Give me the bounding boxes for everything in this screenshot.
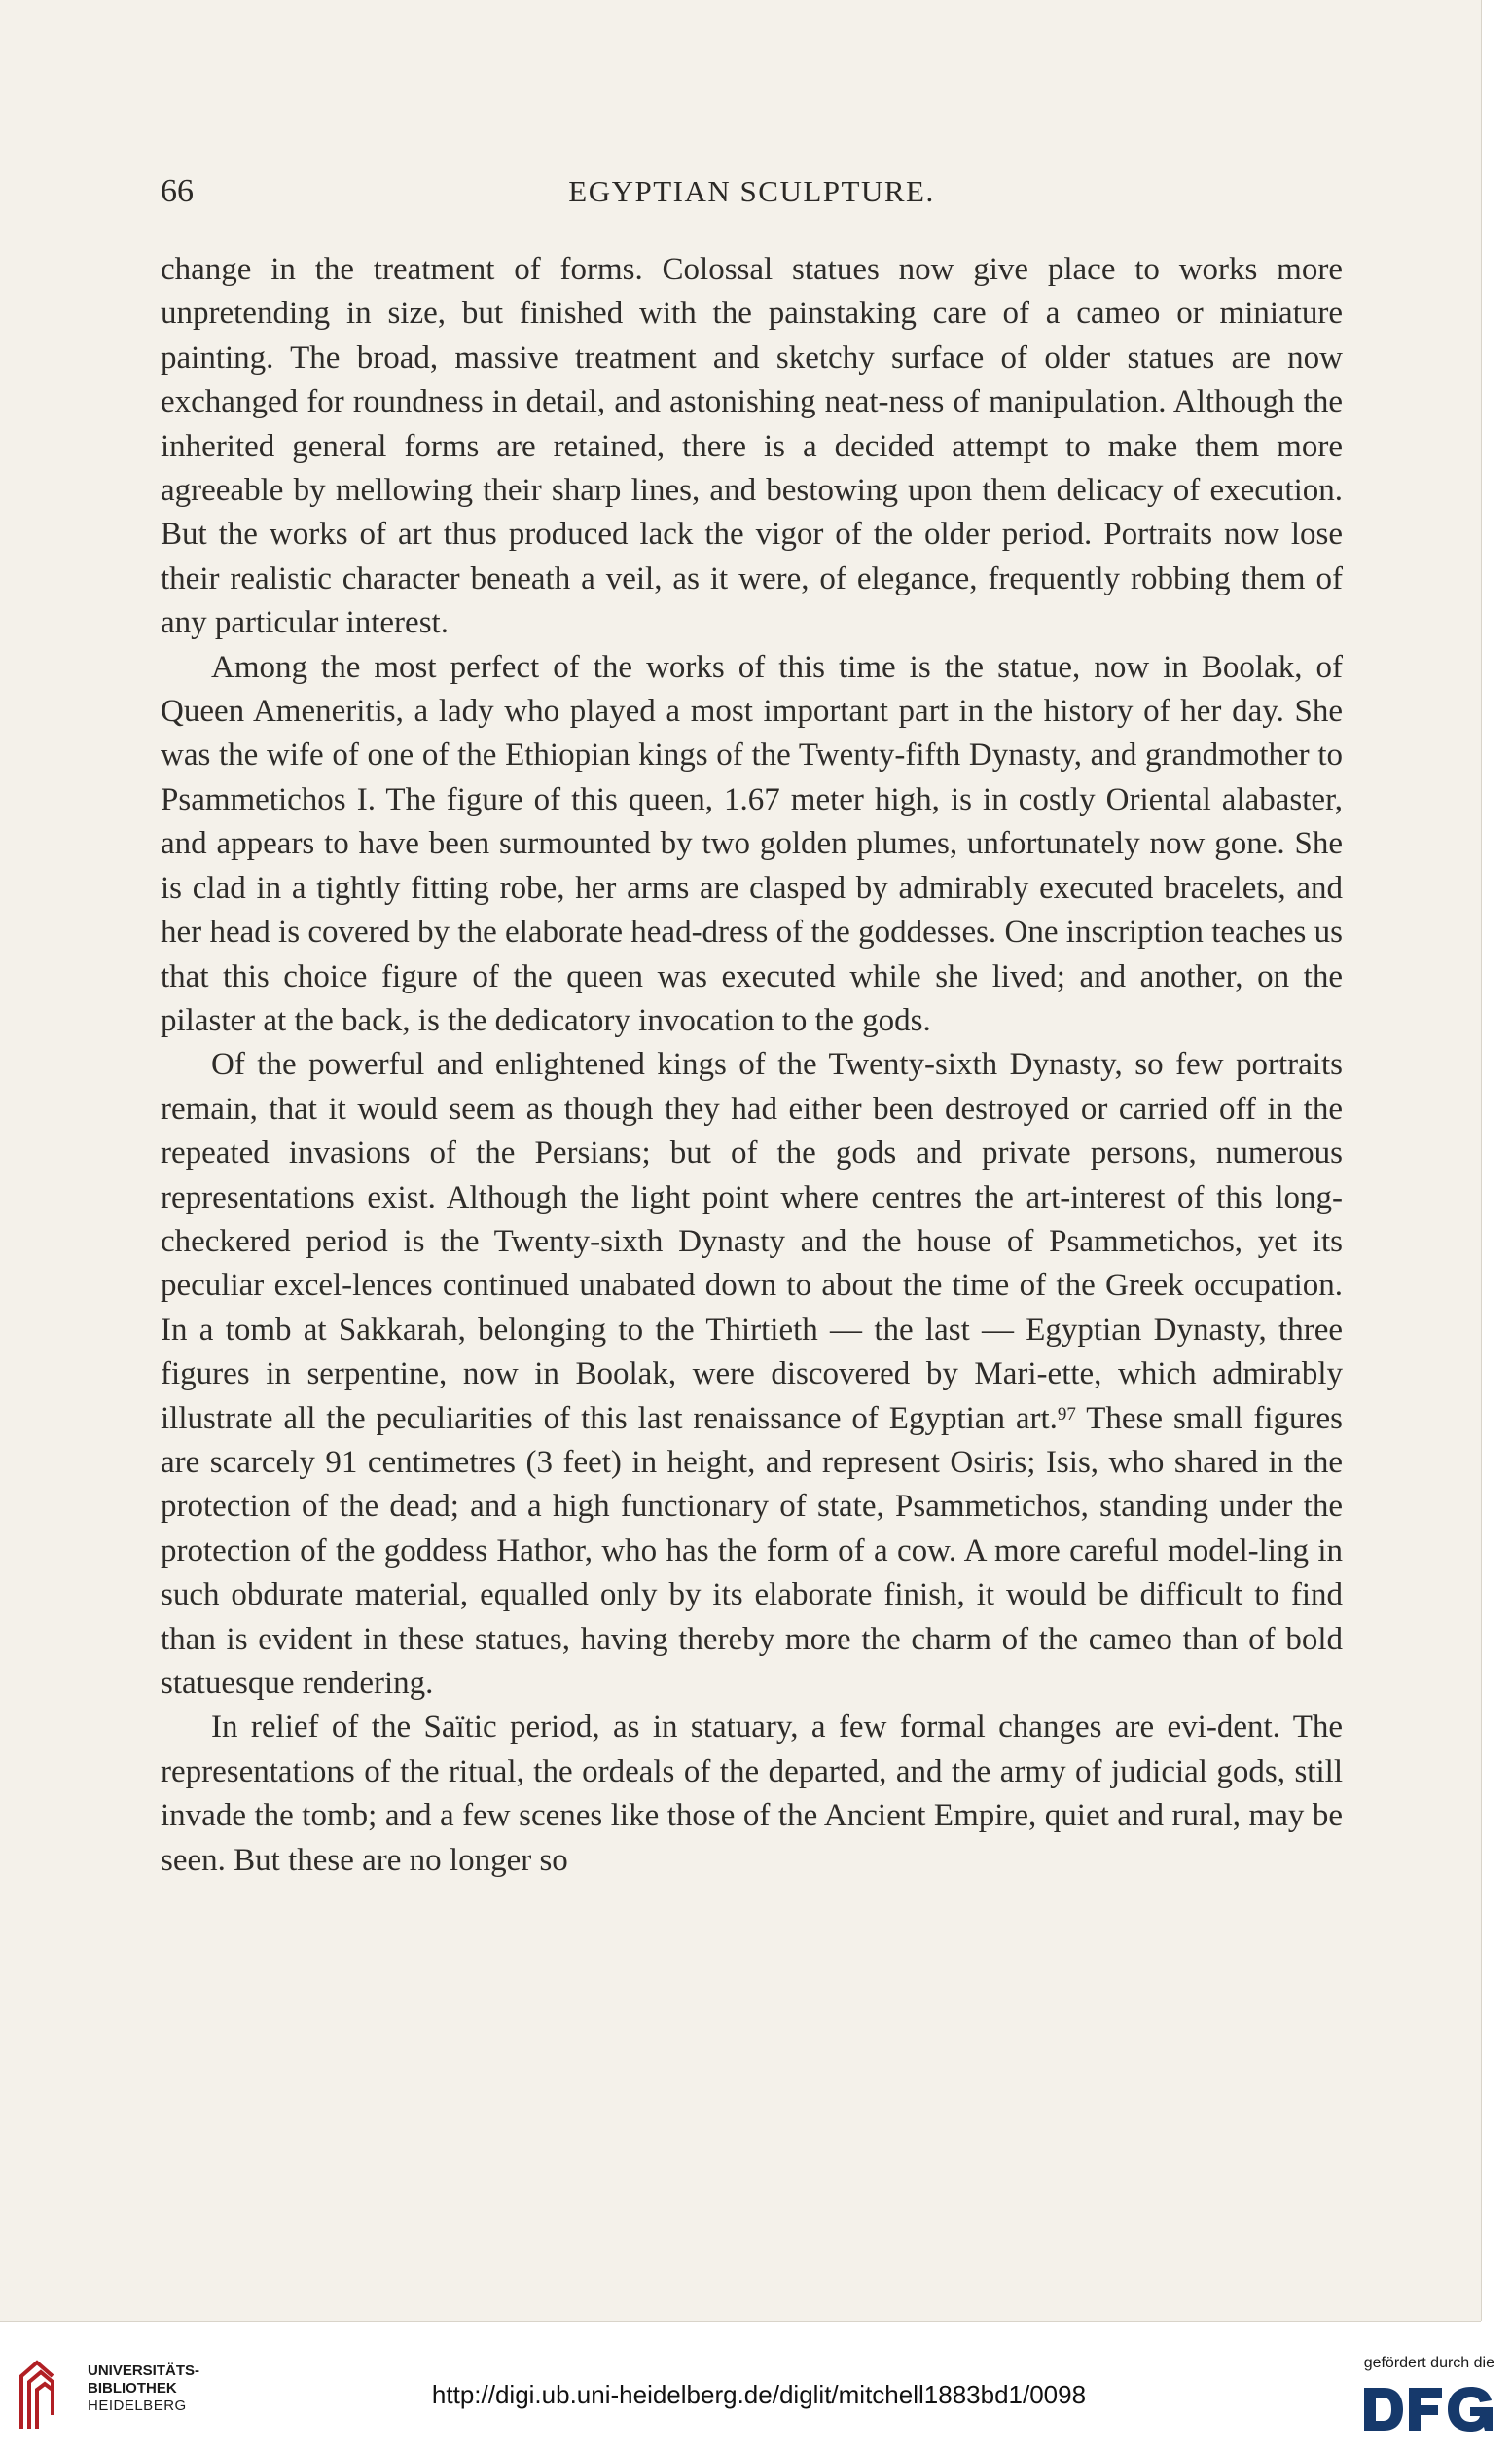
paragraph-3-part-a: Of the powerful and enlightened kings of the Twenty-sixth Dynasty, so few portraits remain, that it would seem as though they had either been destroyed or carried off in the repeated invasions of the Persians; but of the gods and private persons, numerous representations exist. Although the light point where centres the art-interest of this long-checkered period is the Twenty-sixth Dynasty and the house of Psammetichos, yet its peculiar excel-lences continued unabated down to about the time of the Greek occupation. In a tomb at Sakkarah, belonging to the Thirtieth — the last — Egyptian Dynasty, three figures in serpentine, now in Boolak, were discovered by Mari-ette, which admirably illustrate all the peculiarities of this last renaissance of Egyptian art. [161,1047,1343,1436]
university-library-logo-icon [16,2355,62,2433]
university-library-name [88,2362,199,2415]
paragraph-1: change in the treatment of forms. Colossal statues now give place to works more unpretending in size, but finished with the painstaking care of a cameo or miniature painting. The broad, massive treatment and sketchy surface of older statues are now exchanged for roundness in detail, and astonishing neat-ness of manipulation. Although the inherited general forms are retained, there is a decided attempt to make them more agreeable by mellowing their sharp lines, and bestowing upon them delicacy of execution. But the works of art thus produced lack the vigor of the older period. Portraits now lose their realistic character beneath a veil, as it were, of elegance, frequently robbing them of any particular interest. [161,252,1343,641]
paragraph-2: Among the most perfect of the works of this time is the statue, now in Boolak, of Queen Ameneritis, a lady who played a most important part in the history of her day. She was the wife of one of the Ethiopian kings of the Twenty-fifth Dynasty, and grandmother to Psammetichos I. The figure of this queen, 1.67 meter high, is in costly Oriental alabaster, and appears to have been surmounted by two golden plumes, unfortunately now gone. She is clad in a tightly fitting robe, her arms are clasped by admirably executed bracelets, and her head is covered by the elaborate head-dress of the goddesses. One inscription teaches us that this choice figure of the queen was executed while she lived; and another, on the pilaster at the back, is the dedicatory invocation to the gods. [161,649,1343,1038]
source-url-link[interactable]: http://digi.ub.uni-heidelberg.de/diglit/mitchell1883bd1/0098 [431,2380,1087,2409]
page-header [161,167,1343,216]
paragraph-3-part-b: These small figures are scarcely 91 centimetres (3 feet) in height, and represent Osiris; Isis, who shared in the protection of the dead; and a high functionary of state, Psammetichos, standing under the protection of the goddess Hathor, who has the form of a cow. A more careful model-ling in such obdurate material, equalled only by its elaborate finish, it would be difficult to find than is evident in these statues, having thereby more the charm of the cameo than of bold statuesque rendering. [161,1400,1343,1701]
funding-note: gefördert durch die [1363,2355,1494,2371]
page-number: 66 [161,173,194,209]
paragraph-3 [161,1043,1343,1706]
library-name-line-1: UNIVERSITÄTS- [88,2362,200,2379]
footnote-marker: 97 [1057,1403,1076,1424]
body-text [161,248,1343,1883]
running-title: EGYPTIAN SCULPTURE. [568,174,935,208]
library-name-line-3: HEIDELBERG [88,2398,187,2414]
dfg-logo-icon [1362,2384,1494,2434]
paragraph-4: In relief of the Saïtic period, as in statuary, a few formal changes are evi-dent. The representations of the ritual, the ordeals of the departed, and the army of judicial gods, still invade the tomb; and a few scenes like those of the Ancient Empire, quiet and rural, may be seen. But these are no longer so [161,1710,1343,1878]
library-name-line-2: BIBLIOTHEK [88,2380,177,2397]
